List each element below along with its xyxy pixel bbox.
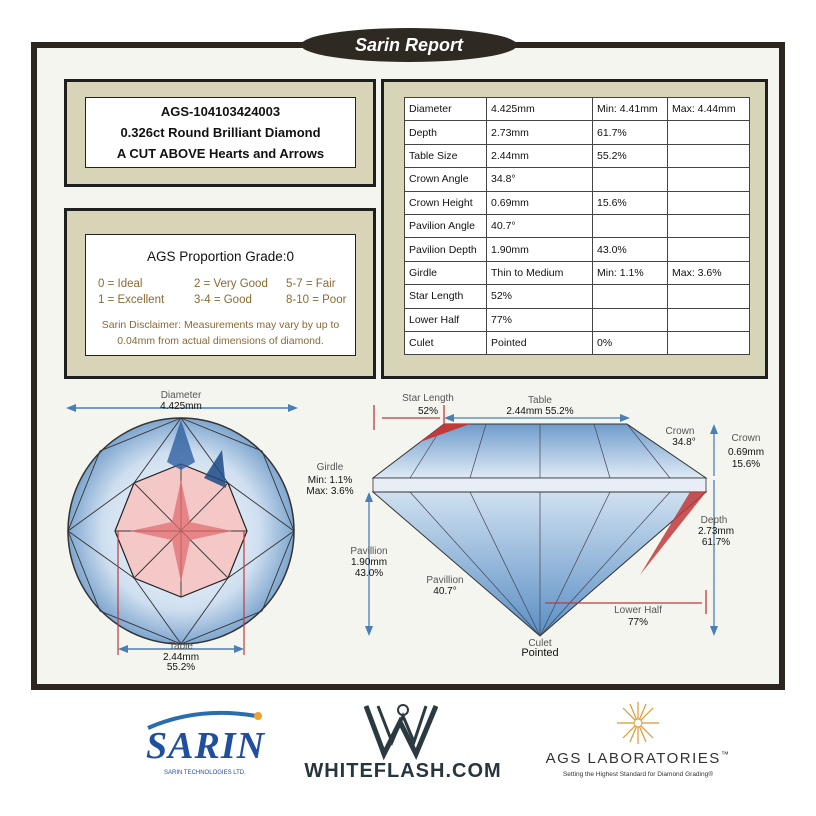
diamond-brand: A CUT ABOVE Hearts and Arrows: [116, 146, 325, 161]
side-crown-height-mm: 0.69mm: [727, 447, 765, 458]
side-girdle-min: Min: 1.1%: [307, 475, 353, 486]
side-crown-angle-value: 34.8°: [672, 437, 696, 448]
side-depth-label: Depth: [700, 515, 728, 526]
grade-scale-item: 5-7 = Fair: [286, 278, 336, 290]
girdle-band: [373, 478, 706, 492]
measurement-value: 61.7%: [593, 121, 668, 144]
ags-wordmark-text: AGS LABORATORIES: [545, 750, 721, 767]
crown-shape: [373, 424, 706, 478]
side-depth-pct: 61.7%: [701, 537, 731, 548]
measurement-value: 2.44mm: [487, 144, 593, 167]
measurement-value: Max: 3.6%: [668, 261, 750, 284]
grade-title: AGS Proportion Grade:0: [146, 249, 295, 264]
ags-sunburst-icon: [540, 700, 736, 748]
measurement-value: 77%: [487, 308, 593, 331]
measurement-label: Culet: [405, 331, 487, 354]
measurement-label: Table Size: [405, 144, 487, 167]
measurement-value: 55.2%: [593, 144, 668, 167]
sarin-logo: [138, 706, 266, 782]
grade-scale-item: 0 = Ideal: [98, 278, 143, 290]
side-pavilion-label: Pavillion: [350, 546, 388, 557]
top-table-pct: 55.2%: [166, 662, 196, 673]
side-star-value: 52%: [417, 406, 438, 417]
measurement-value: Min: 1.1%: [593, 261, 668, 284]
sarin-subtitle: SARIN TECHNOLOGIES LTD.: [164, 770, 246, 776]
measurement-label: Depth: [405, 121, 487, 144]
top-table-mm: 2.44mm: [162, 652, 200, 663]
measurement-value: Max: 4.44mm: [668, 98, 750, 121]
top-table-label: Table: [169, 641, 193, 652]
measurement-value: 34.8°: [487, 168, 593, 191]
top-diameter-value: 4.425mm: [160, 401, 202, 412]
ags-wordmark: [540, 750, 736, 767]
side-lower-half-value: 77%: [627, 617, 648, 628]
side-crown-height-pct: 15.6%: [731, 459, 761, 470]
measurement-label: Crown Angle: [405, 168, 487, 191]
side-pavilion-angle-label: Pavillion: [426, 575, 464, 586]
whiteflash-logo: [296, 698, 510, 786]
ags-tagline: Setting the Highest Standard for Diamond Grading®: [562, 771, 714, 778]
grade-scale-item: 3-4 = Good: [194, 294, 252, 306]
side-culet-value: Pointed: [521, 647, 559, 659]
measurement-value: 0.69mm: [487, 191, 593, 214]
ags-logo: [540, 700, 736, 786]
measurement-value: 2.73mm: [487, 121, 593, 144]
measurement-value: 52%: [487, 285, 593, 308]
side-table-value: 2.44mm 55.2%: [506, 406, 574, 417]
grade-scale-item: 2 = Very Good: [194, 278, 268, 290]
grade-scale-item: 1 = Excellent: [98, 294, 165, 306]
whiteflash-wordmark: WHITEFLASH.COM: [304, 760, 502, 782]
measurement-label: Pavilion Depth: [405, 238, 487, 261]
side-crown-height-label: Crown: [731, 433, 761, 444]
whiteflash-emblem-icon: [296, 698, 510, 762]
disclaimer-line: Sarin Disclaimer: Measurements may vary by up to: [101, 319, 340, 331]
measurement-value: 0%: [593, 331, 668, 354]
side-culet-label: Culet: [528, 638, 552, 649]
side-crown-angle-label: Crown: [665, 426, 695, 437]
measurement-value: Min: 4.41mm: [593, 98, 668, 121]
measurement-label: Pavilion Angle: [405, 214, 487, 237]
side-pavilion-mm: 1.90mm: [350, 557, 388, 568]
measurement-value: Thin to Medium: [487, 261, 593, 284]
ags-trademark: ™: [720, 750, 731, 759]
side-table-label: Table: [528, 395, 552, 406]
measurement-value: 4.425mm: [487, 98, 593, 121]
side-pavilion-angle-value: 40.7°: [433, 586, 457, 597]
measurement-value: 1.90mm: [487, 238, 593, 261]
measurement-label: Diameter: [405, 98, 487, 121]
sarin-wordmark: SARIN: [146, 725, 266, 767]
side-pavilion-pct: 43.0%: [354, 568, 384, 579]
grade-scale-item: 8-10 = Poor: [286, 294, 347, 306]
measurement-value: 15.6%: [593, 191, 668, 214]
measurement-value: 43.0%: [593, 238, 668, 261]
measurement-label: Crown Height: [405, 191, 487, 214]
side-star-label: Star Length: [402, 393, 454, 404]
measurement-value: 40.7°: [487, 214, 593, 237]
diamond-description: 0.326ct Round Brilliant Diamond: [120, 125, 321, 140]
measurement-label: Lower Half: [405, 308, 487, 331]
side-depth-mm: 2.73mm: [697, 526, 735, 537]
measurement-value: Pointed: [487, 331, 593, 354]
report-number: AGS-104103424003: [160, 104, 281, 119]
disclaimer-line: 0.04mm from actual dimensions of diamond.: [117, 335, 324, 347]
measurement-label: Girdle: [405, 261, 487, 284]
top-diameter-label: Diameter: [160, 390, 202, 401]
report-title: Sarin Report: [301, 28, 517, 62]
side-girdle-label: Girdle: [316, 462, 344, 473]
measurement-label: Star Length: [405, 285, 487, 308]
side-lower-half-label: Lower Half: [614, 605, 662, 616]
side-girdle-max: Max: 3.6%: [306, 486, 354, 497]
